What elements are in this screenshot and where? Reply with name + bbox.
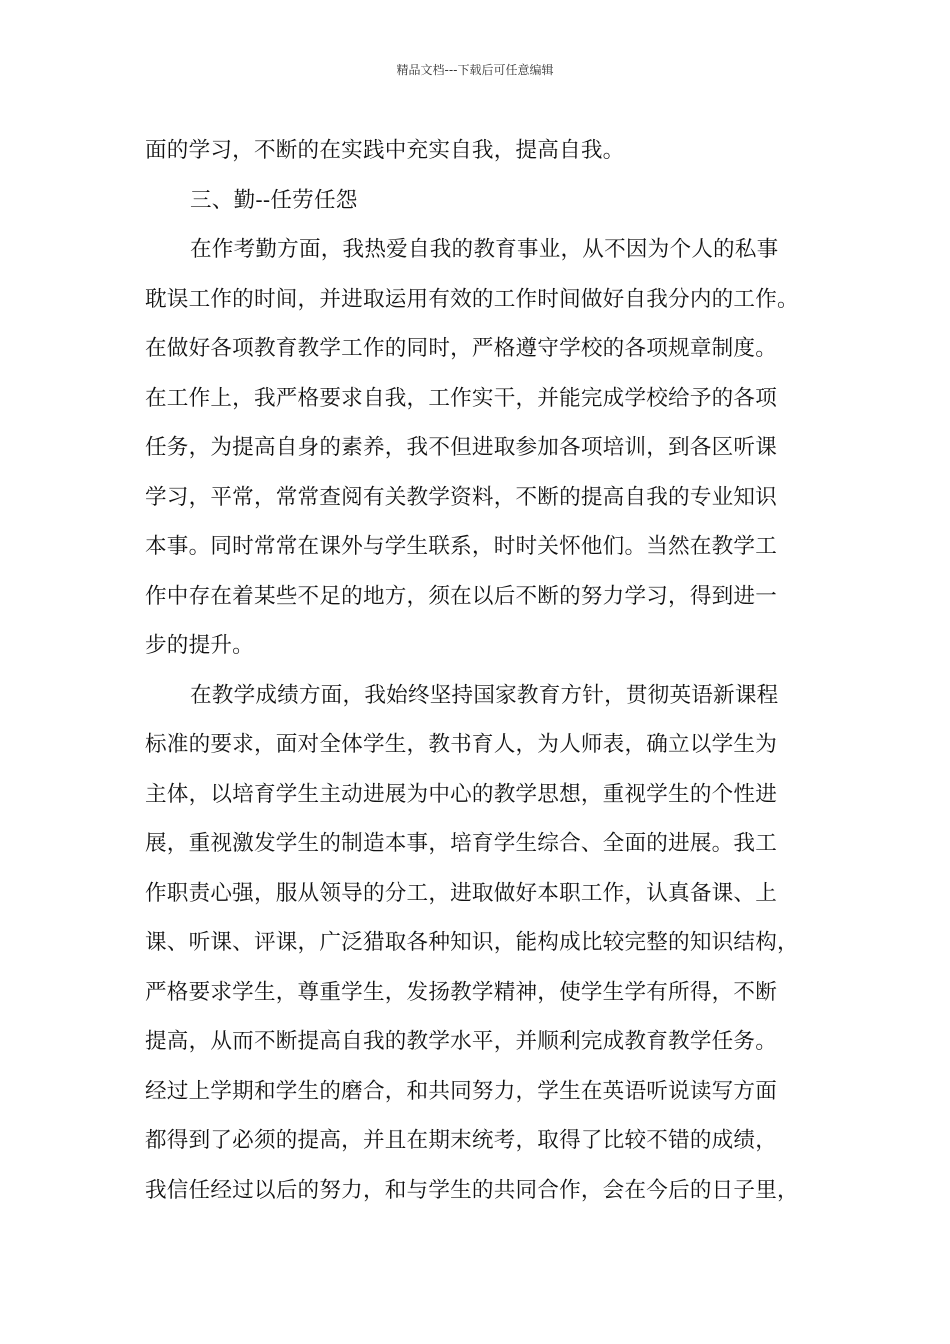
text-line: 面的学习，不断的在实践中充实自我，提高自我。 [145, 138, 625, 163]
text-line: 都得到了必须的提高，并且在期末统考，取得了比较不错的成绩， [145, 1128, 778, 1153]
document-body [145, 131, 835, 1220]
text-line: 在教学成绩方面，我始终坚持国家教育方针，贯彻英语新课程 [190, 682, 779, 708]
text-line: 严格要求学生，尊重学生，发扬教学精神，使学生学有所得，不断 [145, 979, 778, 1005]
text-line: 课、听课、评课，广泛猎取各种知识，能构成比较完整的知识结构， [145, 930, 799, 955]
text-line: 在工作上，我严格要求自我，工作实干，并能完成学校给予的各项 [145, 385, 778, 411]
text-line: 在作考勤方面，我热爱自我的教育事业，从不因为个人的私事 [190, 237, 779, 262]
text-line: 任务，为提高自身的素养，我不但进取参加各项培训，到各区听课 [145, 435, 778, 460]
text-line: 标准的要求，面对全体学生，教书育人，为人师表，确立以学生为 [145, 732, 778, 757]
text-line: 展，重视激发学生的制造本事，培育学生综合、全面的进展。我工 [145, 831, 778, 856]
text-line: 提高，从而不断提高自我的教学水平，并顺利完成教育教学任务。 [145, 1029, 778, 1054]
text-line: 在做好各项教育教学工作的同时，严格遵守学校的各项规章制度。 [145, 336, 778, 361]
text-line: 三、勤--任劳任怨 [190, 187, 358, 213]
text-line: 我信任经过以后的努力，和与学生的共同合作，会在今后的日子里， [145, 1177, 799, 1203]
page-header: 精品文档---下载后可任意编辑 [396, 63, 554, 77]
text-line: 作中存在着某些不足的地方，须在以后不断的努力学习，得到进一 [145, 583, 778, 609]
text-line: 作职责心强，服从领导的分工，进取做好本职工作，认真备课、上 [145, 880, 778, 906]
text-line: 学习，平常，常常查阅有关教学资料，不断的提高自我的专业知识 [145, 484, 778, 510]
text-line: 步的提升。 [145, 633, 254, 658]
text-line: 主体，以培育学生主动进展为中心的教学思想，重视学生的个性进 [145, 781, 778, 807]
text-line: 经过上学期和学生的磨合，和共同努力，学生在英语听说读写方面 [145, 1078, 778, 1104]
text-line: 本事。同时常常在课外与学生联系，时时关怀他们。当然在教学工 [145, 534, 778, 559]
text-line: 耽误工作的时间，并进取运用有效的工作时间做好自我分内的工作。 [145, 286, 799, 312]
